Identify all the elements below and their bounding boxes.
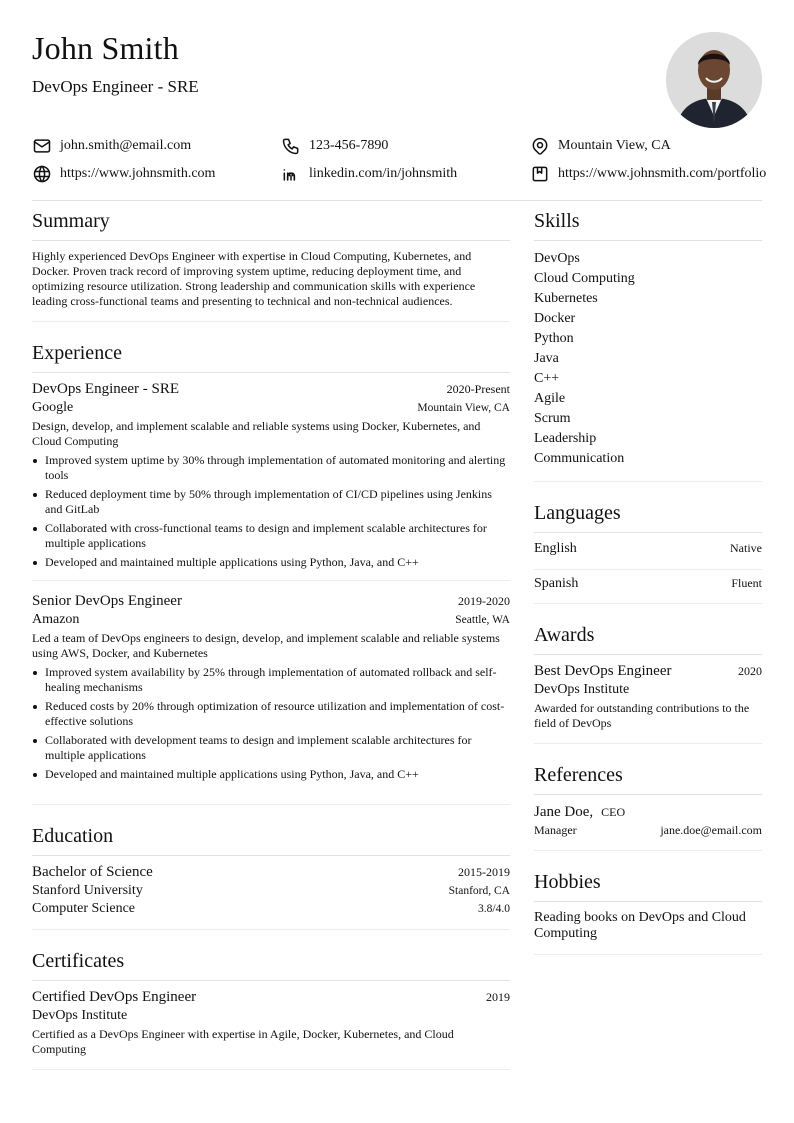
language-name: English (534, 541, 577, 556)
job-bullets (32, 453, 510, 570)
bookmark-icon (530, 164, 558, 184)
award-description: Awarded for outstanding contributions to the field of DevOps (534, 701, 750, 730)
awards-section (534, 620, 762, 744)
job-location: Mountain View, CA (417, 402, 510, 414)
skill-item: Kubernetes (534, 291, 598, 306)
candidate-title: DevOps Engineer - SRE (32, 77, 199, 96)
award-name: Best DevOps Engineer (534, 663, 672, 679)
right-column (534, 206, 762, 971)
language-row (534, 570, 762, 599)
skill-item: Cloud Computing (534, 271, 635, 286)
job-divider (32, 580, 510, 581)
hobbies-section (534, 867, 762, 955)
school-location: Stanford, CA (448, 885, 510, 897)
candidate-name: John Smith (32, 30, 179, 66)
skill-item: Agile (534, 391, 566, 406)
school: Stanford University (32, 883, 143, 898)
job-entry (32, 593, 510, 782)
job-company: Google (32, 400, 74, 415)
section-heading: Certificates (32, 946, 510, 981)
skill-item: Java (534, 351, 559, 366)
envelope-icon (32, 136, 60, 156)
reference-email[interactable]: jane.doe@email.com (660, 823, 762, 837)
job-entry (32, 381, 510, 570)
language-level: Native (730, 541, 762, 555)
job-role: DevOps Engineer - SRE (32, 381, 180, 397)
job-dates: 2019-2020 (458, 594, 510, 608)
award-year: 2020 (738, 664, 762, 678)
field-of-study: Computer Science (32, 901, 136, 916)
linkedin-icon (281, 164, 309, 184)
skill-item: Scrum (534, 411, 571, 426)
section-heading: Summary (32, 206, 510, 241)
contact-email[interactable] (32, 135, 191, 157)
contact-linkedin[interactable] (281, 163, 457, 185)
bullet-item: Developed and maintained multiple applications using Python, Java, and C++ (32, 555, 510, 570)
email-text: john.smith@email.com (60, 138, 192, 153)
award-issuer: DevOps Institute (534, 682, 630, 697)
section-heading: Experience (32, 338, 510, 373)
languages-section (534, 498, 762, 604)
bullet-item: Reduced deployment time by 50% through implementation of CI/CD pipelines using Jenkins and GitLab (32, 487, 510, 517)
certificate-issuer: DevOps Institute (32, 1008, 128, 1023)
contact-portfolio[interactable] (530, 163, 766, 185)
location-text: Mountain View, CA (558, 138, 671, 153)
references-section (534, 760, 762, 851)
bullet-item: Reduced costs by 20% through optimization of resource utilization and implementation of cost-effective solutions (32, 699, 510, 729)
globe-icon (32, 164, 60, 184)
certificate-description: Certified as a DevOps Engineer with expertise in Agile, Docker, Kubernetes, and Cloud Computing (32, 1027, 454, 1056)
bullet-item: Improved system availability by 25% through implementation of automated rollback and self-healing mechanisms (32, 665, 510, 695)
job-bullets (32, 665, 510, 782)
education-dates: 2015-2019 (458, 865, 510, 879)
bullet-item: Developed and maintained multiple applications using Python, Java, and C++ (32, 767, 510, 782)
phone-text: 123-456-7890 (309, 138, 389, 153)
skill-item: Communication (534, 451, 625, 466)
skill-item: Leadership (534, 431, 597, 446)
section-heading: Education (32, 821, 510, 856)
reference-role: CEO (601, 805, 626, 819)
section-heading: Hobbies (534, 867, 762, 902)
certificate-year: 2019 (486, 990, 510, 1004)
reference-name: Jane Doe, (534, 804, 594, 820)
skill-item: DevOps (534, 251, 580, 266)
contact-phone[interactable] (281, 135, 388, 157)
language-level: Fluent (731, 576, 762, 590)
section-heading: Languages (534, 498, 762, 533)
certificate-name: Certified DevOps Engineer (32, 989, 197, 1005)
degree: Bachelor of Science (32, 864, 153, 880)
job-role: Senior DevOps Engineer (32, 593, 182, 609)
map-pin-icon (530, 136, 558, 156)
language-name: Spanish (534, 576, 579, 591)
experience-section (32, 338, 510, 805)
job-description: Led a team of DevOps engineers to design, develop, and implement scalable and reliable systems using AWS, Docker, and Kubernetes (32, 631, 500, 660)
linkedin-text: linkedin.com/in/johnsmith (309, 166, 458, 181)
section-heading: Skills (534, 206, 762, 241)
phone-icon (281, 136, 309, 156)
job-company: Amazon (32, 612, 80, 627)
skill-item: Docker (534, 311, 576, 326)
bullet-item: Collaborated with development teams to design and implement scalable architectures for multiple applications (32, 733, 510, 763)
language-row (534, 541, 762, 570)
hobbies-text: Reading books on DevOps and Cloud Computing (534, 910, 746, 941)
reference-relation: Manager (534, 823, 577, 837)
section-heading: Awards (534, 620, 762, 655)
portfolio-text: https://www.johnsmith.com/portfolio (558, 166, 767, 181)
job-location: Seattle, WA (455, 614, 510, 626)
summary-section (32, 206, 510, 322)
skill-item: Python (534, 331, 574, 346)
certificates-section (32, 946, 510, 1070)
website-text: https://www.johnsmith.com (60, 166, 216, 181)
header-divider (32, 200, 762, 201)
education-section (32, 821, 510, 930)
contact-website[interactable] (32, 163, 215, 185)
left-column (32, 206, 510, 1086)
gpa: 3.8/4.0 (478, 903, 510, 915)
job-description: Design, develop, and implement scalable and reliable systems using Docker, Kubernetes, and Cloud Computing (32, 419, 481, 448)
profile-photo (666, 32, 762, 128)
job-dates: 2020-Present (446, 382, 510, 396)
section-heading: References (534, 760, 762, 795)
contact-location (530, 135, 671, 157)
skill-item: C++ (534, 371, 560, 386)
bullet-item: Improved system uptime by 30% through implementation of automated monitoring and alerting tools (32, 453, 510, 483)
bullet-item: Collaborated with cross-functional teams to design and implement scalable architectures for multiple applications (32, 521, 510, 551)
summary-text: Highly experienced DevOps Engineer with expertise in Cloud Computing, Kubernetes, and Docker. Proven track record of improving system uptime, reducing deployment time, and optimizing resource utilization. Strong leadership and communication skills with experience leading cross-functional teams and presenting to technical and non-technical audiences. (32, 249, 476, 308)
skills-section (534, 206, 762, 482)
